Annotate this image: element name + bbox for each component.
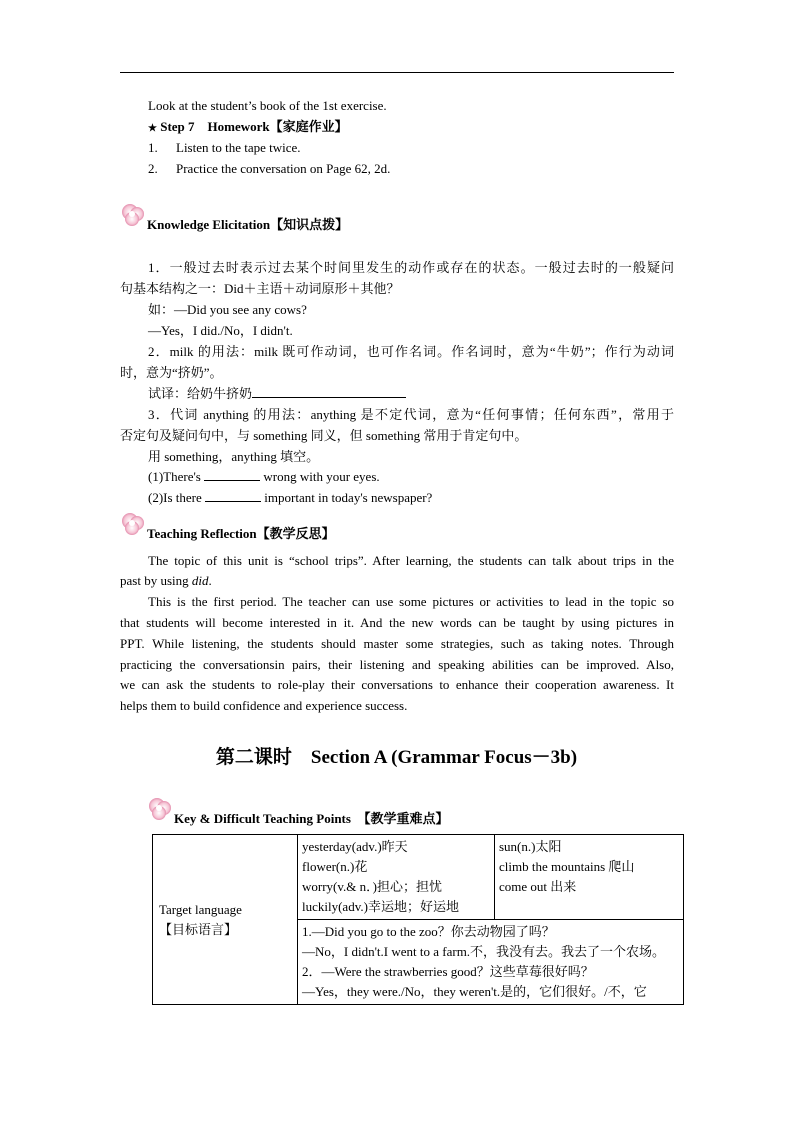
- translation-label: 试译：给奶牛挤奶: [148, 386, 253, 401]
- flower-icon: [147, 796, 173, 822]
- vocab-item: come out 出来: [499, 879, 577, 894]
- fill-question-1: [148, 469, 380, 485]
- knowledge-point-3a: 3．代词 anything 的用法：anything 是不定代词，意为“任何事情；任何东西”，常用于: [148, 407, 674, 422]
- vocab-left-cell: [298, 835, 495, 920]
- sentences-cell: [298, 920, 684, 1005]
- reflection-line-5: PPT. While listening, the students should master some strategies, such as taking notes. Through: [120, 636, 674, 651]
- homework-item-1-num: 1.: [148, 140, 158, 155]
- fill-question-2-start: (2)Is there: [148, 490, 202, 505]
- reflection-line-2-start: past by using: [120, 573, 189, 588]
- flower-icon: [120, 511, 146, 537]
- reflection-line-1: The topic of this unit is “school trips”. After learning, the students can talk about trips in the: [148, 553, 674, 568]
- reflection-line-2-end: .: [208, 573, 212, 588]
- homework-item-2-num: 2.: [148, 161, 158, 176]
- reflection-line-3: This is the first period. The teacher can use some pictures or activities to lead in the topic so: [148, 594, 674, 609]
- star-icon: ★: [148, 123, 157, 134]
- answer-blank: [205, 490, 261, 502]
- knowledge-point-3b: 否定句及疑问句中，与 something 同义，但 something 常用于肯定句中。: [120, 428, 528, 443]
- vocab-item: sun(n.)太阳: [499, 839, 562, 854]
- step7-title: Homework【家庭作业】: [207, 119, 348, 134]
- homework-item-1-text: Listen to the tape twice.: [176, 140, 301, 155]
- key-points-heading: Key & Difficult Teaching Points 【教学重难点】: [174, 811, 449, 826]
- example-answer: —Yes，I did./No，I didn't.: [148, 323, 293, 338]
- target-language-label-cell: [153, 835, 298, 1005]
- reflection-heading: Teaching Reflection【教学反思】: [147, 526, 335, 541]
- fill-question-2: [148, 490, 432, 506]
- target-language-table: [152, 834, 684, 1005]
- example-question: 如：—Did you see any cows?: [148, 302, 307, 317]
- fill-question-1-end: wrong with your eyes.: [263, 469, 380, 484]
- table-row: [153, 835, 684, 920]
- knowledge-point-1b: 句基本结构之一：Did＋主语＋动词原形＋其他？: [120, 281, 400, 296]
- knowledge-point-2a: 2．milk 的用法：milk 既可作动词，也可作名词。作名词时，意为“牛奶”；作行为动词: [148, 344, 674, 359]
- reflection-line-6: practicing the conversationsin pairs, their listening and speaking abilities can be improved. Also,: [120, 657, 674, 672]
- reflection-line-2: [120, 573, 212, 589]
- reflection-line-8: helps them to build confidence and experience success.: [120, 698, 408, 713]
- section-title: 第二课时 Section A (Grammar Focus－3b): [215, 747, 578, 768]
- reflection-line-4: that students will become interested in it. And the new words can be taught by using pictures in: [120, 615, 674, 630]
- sentence-line: 1.—Did you go to the zoo？你去动物园了吗？: [302, 924, 555, 939]
- exercise-line: Look at the student’s book of the 1st exercise.: [148, 98, 387, 113]
- reflection-emphasis: did: [191, 573, 209, 588]
- knowledge-heading: Knowledge Elicitation【知识点拨】: [147, 217, 349, 232]
- step7-heading: [148, 119, 348, 137]
- flower-icon: [120, 202, 146, 228]
- answer-blank: [252, 386, 406, 398]
- vocab-item: worry(v.& n．)担心；担忧: [302, 879, 442, 894]
- vocab-item: luckily(adv.)幸运地；好运地: [302, 899, 459, 914]
- header-rule: [120, 72, 674, 73]
- vocab-right-cell: [495, 835, 684, 920]
- step7-label: Step 7: [160, 119, 195, 134]
- sentence-line: —No，I didn't.I went to a farm.不，我没有去。我去了一个农场。: [302, 944, 666, 959]
- vocab-item: climb the mountains 爬山: [499, 859, 635, 874]
- fill-question-1-start: (1)There's: [148, 469, 201, 484]
- knowledge-point-2b: 时，意为“挤奶”。: [120, 365, 223, 380]
- fill-instruction: 用 something，anything 填空。: [148, 449, 320, 464]
- answer-blank: [204, 469, 260, 481]
- homework-item-1: [148, 140, 301, 156]
- vocab-item: flower(n.)花: [302, 859, 368, 874]
- homework-item-2-text: Practice the conversation on Page 62, 2d.: [176, 161, 391, 176]
- target-language-label: Target language: [159, 901, 242, 917]
- reflection-line-7: we can ask the students to role-play their conversations to enhance their cooperation awareness. It: [120, 677, 674, 692]
- knowledge-point-1a: 1．一般过去时表示过去某个时间里发生的动作或存在的状态。一般过去时的一般疑问: [148, 260, 674, 275]
- sentence-line: —Yes，they were./No，they weren't.是的，它们很好。/不，它: [302, 984, 647, 999]
- sentence-line: 2．—Were the strawberries good？这些草莓很好吗？: [302, 964, 594, 979]
- vocab-item: yesterday(adv.)昨天: [302, 839, 408, 854]
- homework-item-2: [148, 161, 390, 177]
- target-language-label-cn: 【目标语言】: [159, 921, 238, 937]
- fill-question-2-end: important in today's newspaper?: [264, 490, 433, 505]
- translation-exercise: [148, 386, 406, 402]
